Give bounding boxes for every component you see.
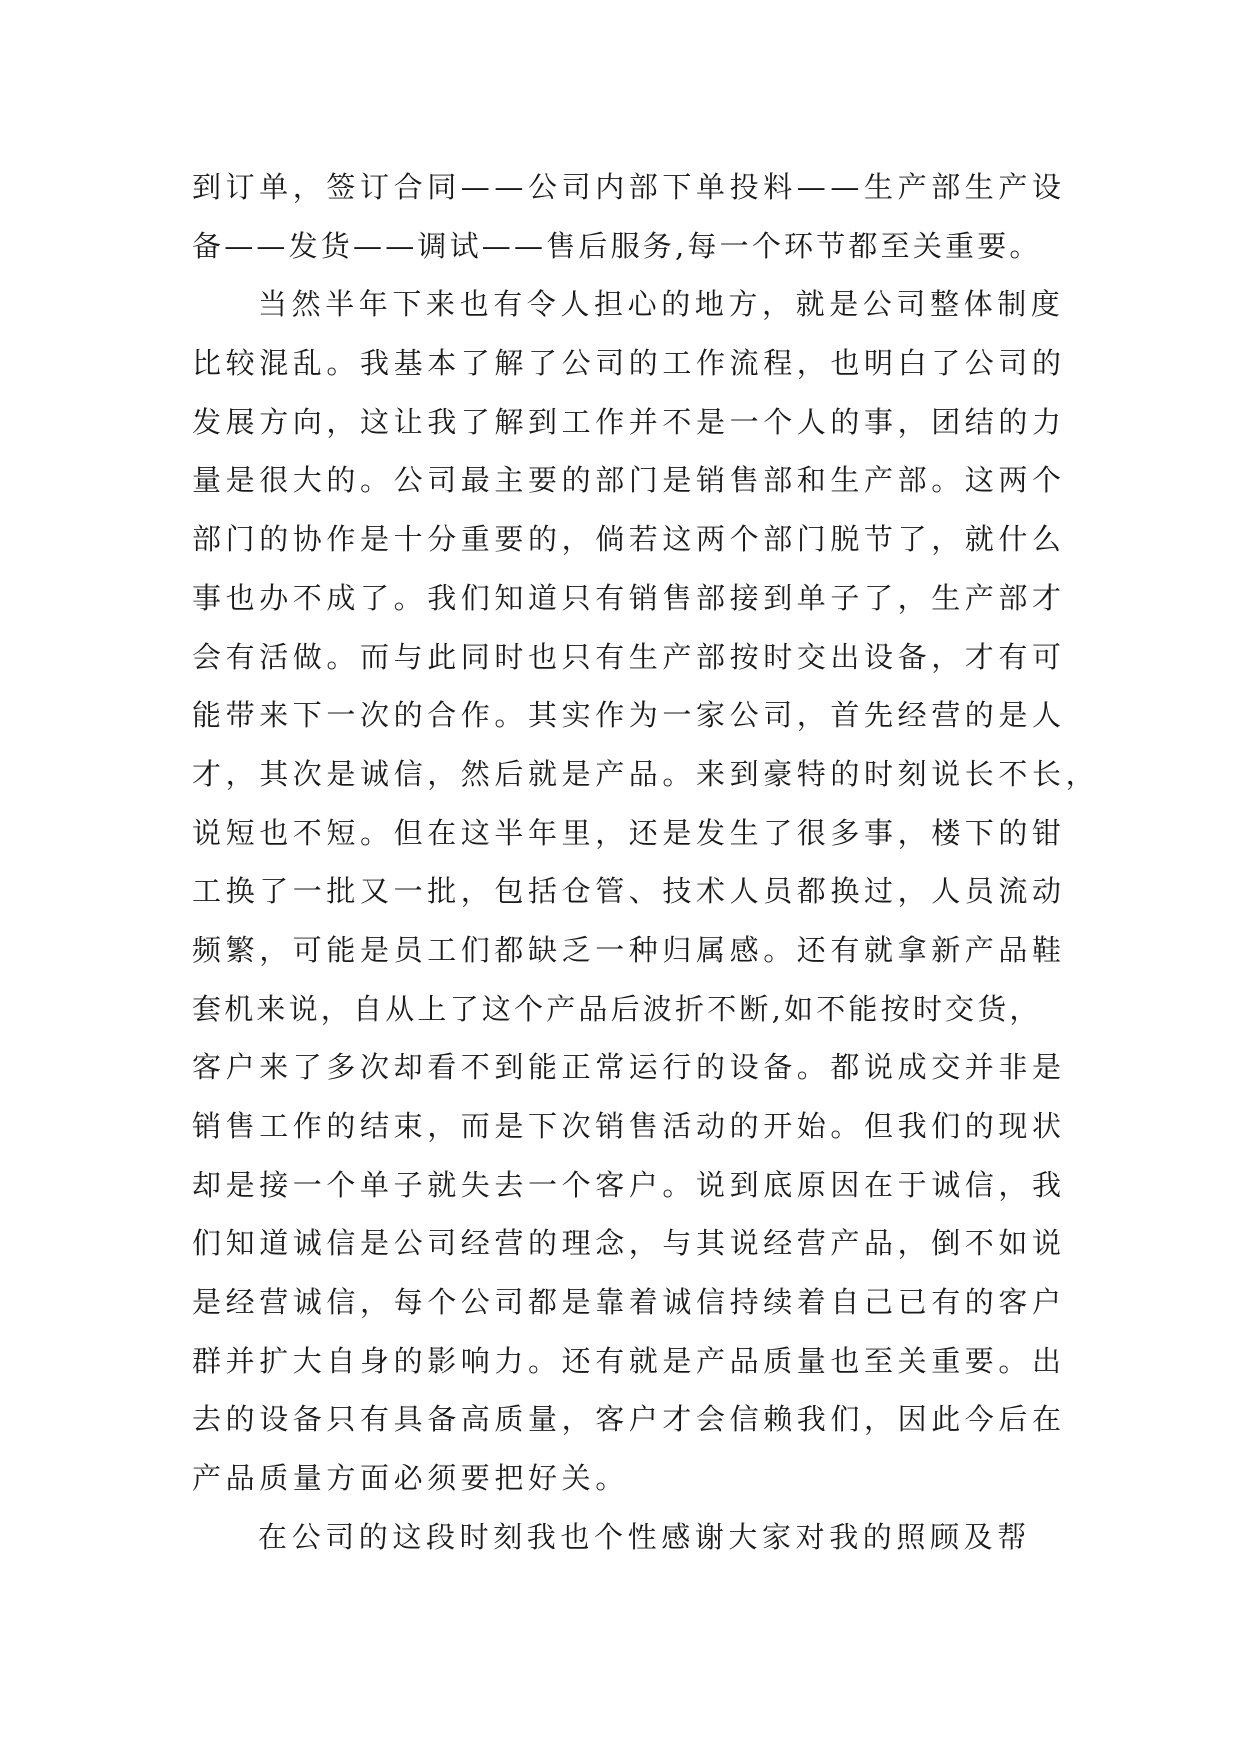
text-line: 是经营诚信，每个公司都是靠着诚信持续着自己已有的客户 (192, 1285, 1066, 1320)
paragraph-start-line: 当然半年下来也有令人担心的地方，就是公司整体制度 (258, 287, 1065, 322)
text-line: 量是很大的。公司最主要的部门是销售部和生产部。这两个 (192, 463, 1066, 498)
text-line: 产品质量方面必须要把好关。 (192, 1461, 629, 1496)
text-line: 备——发货——调试——售后服务,每一个环节都至关重要。 (192, 228, 1042, 263)
text-line: 会有活做。而与此同时也只有生产部按时交出设备，才有可 (192, 639, 1066, 674)
text-line: 发展方向，这让我了解到工作并不是一个人的事，团结的力 (192, 404, 1066, 439)
text-line: 客户来了多次却看不到能正常运行的设备。都说成交并非是 (192, 1050, 1066, 1085)
text-line: 比较混乱。我基本了解了公司的工作流程，也明白了公司的 (192, 346, 1066, 381)
text-line: 到订单，签订合同——公司内部下单投料——生产部生产设 (192, 170, 1066, 204)
text-line: 工换了一批又一批，包括仓管、技术人员都换过，人员流动 (192, 874, 1066, 909)
text-line: 频繁，可能是员工们都缺乏一种归属感。还有就拿新产品鞋 (192, 932, 1066, 967)
text-line: 去的设备只有具备高质量，客户才会信赖我们，因此今后在 (192, 1402, 1066, 1437)
text-line: 套机来说，自从上了这个产品后波折不断,如不能按时交货， (192, 991, 1042, 1026)
body-text (192, 158, 1100, 1567)
text-line: 才，其次是诚信，然后就是产品。来到豪特的时刻说长不长， (192, 756, 1100, 791)
paragraph-start-line: 在公司的这段时刻我也个性感谢大家对我的照顾及帮 (258, 1519, 1031, 1554)
text-line: 群并扩大自身的影响力。还有就是产品质量也至关重要。出 (192, 1343, 1066, 1378)
text-line: 却是接一个单子就失去一个客户。说到底原因在于诚信，我 (192, 1167, 1066, 1202)
text-line: 能带来下一次的合作。其实作为一家公司，首先经营的是人 (192, 698, 1066, 733)
text-line: 事也办不成了。我们知道只有销售部接到单子了，生产部才 (192, 580, 1066, 615)
text-line: 部门的协作是十分重要的，倘若这两个部门脱节了，就什么 (192, 522, 1066, 557)
text-line: 们知道诚信是公司经营的理念，与其说经营产品，倒不如说 (192, 1226, 1066, 1261)
text-line: 销售工作的结束，而是下次销售活动的开始。但我们的现状 (192, 1109, 1066, 1143)
text-line: 说短也不短。但在这半年里，还是发生了很多事，楼下的钳 (192, 815, 1066, 850)
